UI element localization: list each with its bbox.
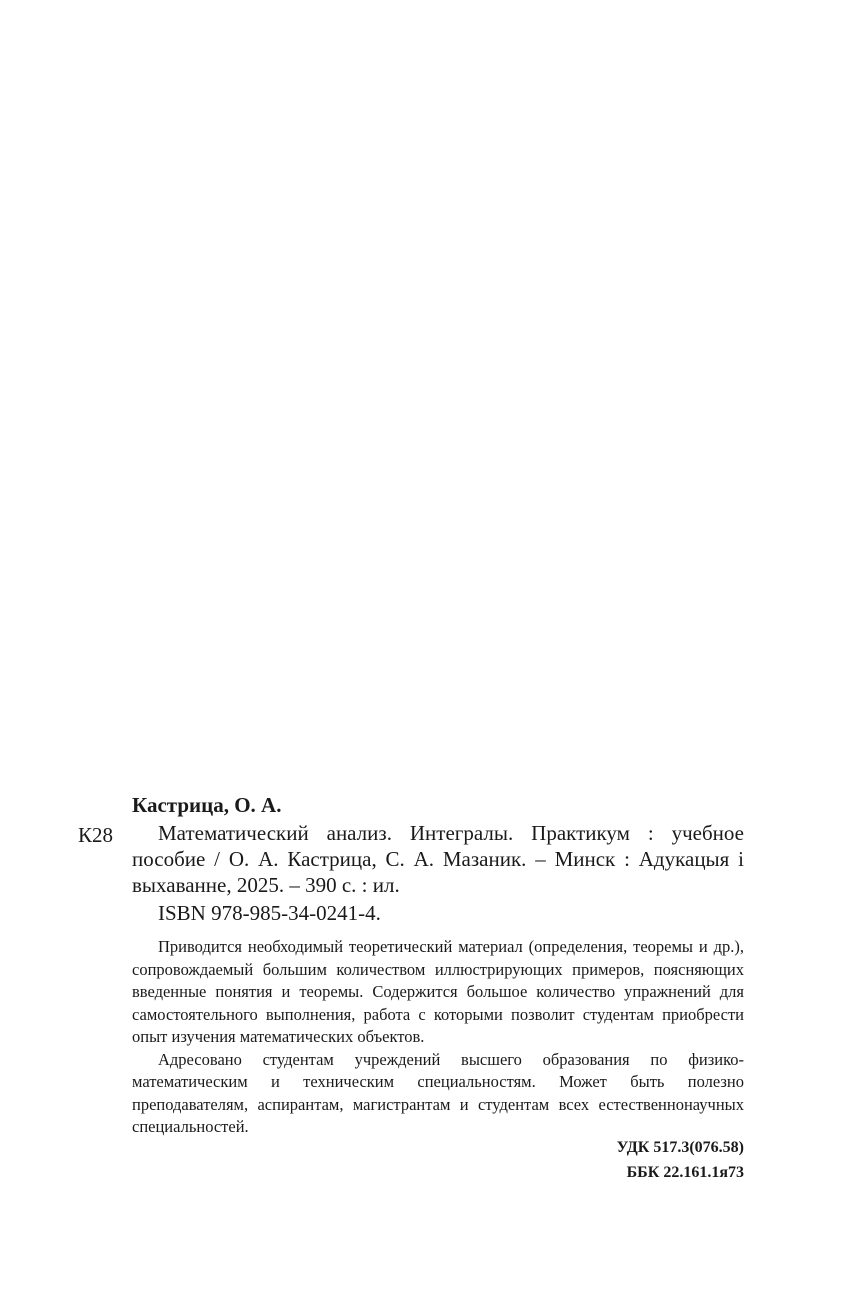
udk-index: УДК 517.3(076.58) [616,1139,744,1156]
isbn: ISBN 978-985-34-0241-4. [158,901,381,925]
title-statement: Математический анализ. Интегралы. Практикум : учебное пособие / О. А. Кастрица, С. А. Мазаник. – Минск : Адукацыя і выхаванне, 2025. – 390 с. : ил. [132,821,744,897]
author-mark: К28 [78,823,114,847]
annotation-paragraph-2: Адресовано студентам учреждений высшего образования по физико-математическим и техническим специальностям. Может быть полезно преподавателям, аспирантам, магистрантам и студентам всех естественнонаучных специальностей. [132,1049,744,1136]
annotation-paragraph-1: Приводится необходимый теоретический материал (определения, теоремы и др.), сопровождаемый большим количеством иллюстрирующих примеров, поясняющих введенные понятия и теоремы. Содержится большое количество упражнений для самостоятельного выполнения, работа с которыми позволит студентам приобрести опыт изучения математических объектов. [132,937,744,1046]
classification-indices [132,1135,744,1185]
author-heading: Кастрица, О. А. [132,793,282,817]
bbk-index: ББК 22.161.1я73 [626,1164,744,1181]
annotation [132,936,744,1139]
